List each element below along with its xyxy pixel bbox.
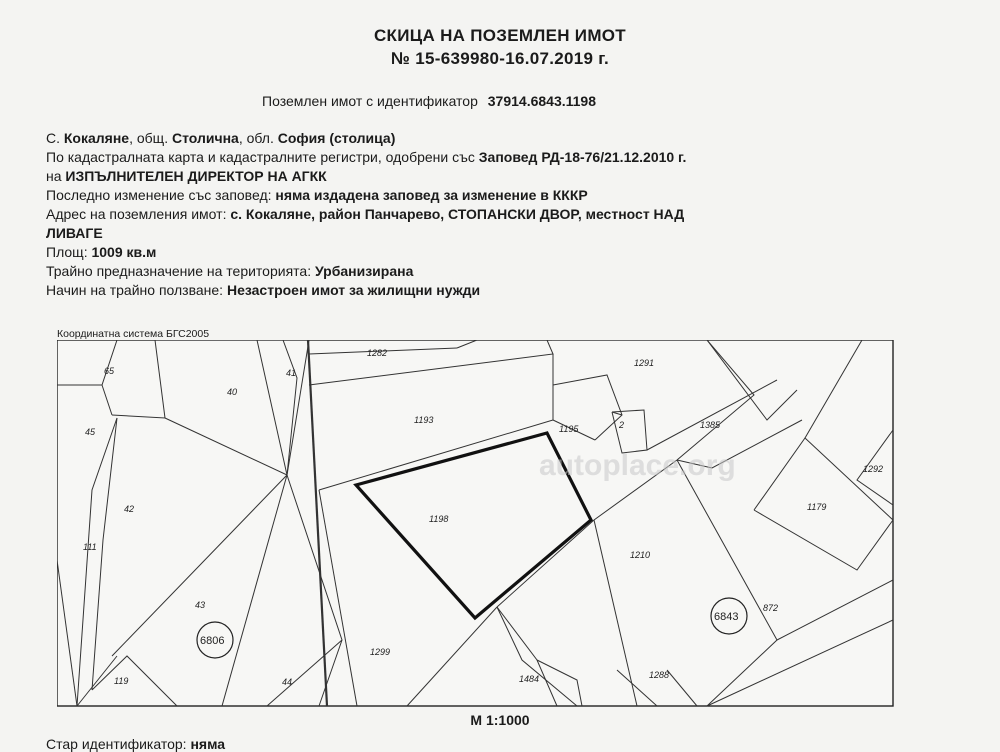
zone-label-right: 6843 [714,611,739,623]
parcel-label: 1210 [630,550,651,560]
old-identifier-value: няма [190,736,226,752]
parcel-label: 1193 [414,415,434,425]
region-value: София (столица) [277,130,396,146]
parcel-label: 872 [763,603,779,613]
purpose-label: Трайно предназначение на територията: [46,263,312,279]
map-frame [57,340,893,706]
area-label: Площ: [46,244,88,260]
cadastre-line2-prefix: на [46,168,62,184]
cadastre-director: ИЗПЪЛНИТЕЛЕН ДИРЕКТОР НА АГКК [65,168,327,184]
address-value-line2: ЛИВАГЕ [46,225,103,241]
municipality-value: Столична [171,130,239,146]
area-value: 1009 кв.м [91,244,157,260]
purpose-row [46,262,946,281]
parcel-label: 1385 [700,420,721,430]
region-prefix: , обл. [238,130,274,146]
parcel-label: 43 [195,600,206,610]
parcel-label: 1291 [634,358,655,368]
cadastre-row [46,148,946,167]
document-title: СКИЦА НА ПОЗЕМЛЕН ИМОТ [373,26,626,45]
parcel-label: 1179 [807,502,827,512]
parcel-label: 111 [83,542,97,552]
map-scale: М 1:1000 [470,712,530,728]
village-prefix: С. [46,130,60,146]
parcel-label: 1299 [370,647,391,657]
address-value-line1: с. Кокаляне, район Панчарево, СТОПАНСКИ ДВОР, местност НАД [230,206,685,222]
address-row-2 [46,224,946,243]
last-change-row [46,186,946,205]
watermark-text: autoplace.org [539,449,736,482]
parcel-label: 1282 [367,348,388,358]
parcel-label: 44 [282,677,293,687]
old-identifier-label: Стар идентификатор: [46,736,187,752]
last-change-label: Последно изменение със заповед: [46,187,272,203]
identifier-label: Поземлен имот с идентификатор [262,93,478,109]
coordinate-system-label: Координатна система БГС2005 [57,328,210,340]
parcel-label: 45 [85,427,96,437]
parcel-label: 119 [114,676,129,686]
cadastre-text: По кадастралната карта и кадастралните регистри, одобрени със [46,149,475,165]
document-number: № 15-639980-16.07.2019 г. [390,49,610,68]
usage-label: Начин на трайно ползване: [46,282,224,298]
village-value: Кокаляне [63,130,130,146]
address-row [46,205,946,224]
parcel-label: 1198 [429,514,449,524]
cadastral-map [57,340,897,708]
identifier-line [262,93,596,109]
usage-row [46,281,946,300]
usage-value: Незастроен имот за жилищни нужди [226,282,481,298]
parcel-label: 65 [104,366,115,376]
parcel-label: 2 [619,420,625,430]
parcel-label: 40 [227,387,238,397]
identifier-value: 37914.6843.1198 [487,93,596,109]
purpose-value: Урбанизирана [314,263,414,279]
zone-label-left: 6806 [200,635,225,647]
municipality-prefix: , общ. [129,130,169,146]
property-info [46,129,946,300]
cadastre-row-2 [46,167,946,186]
parcel-label: 1292 [863,464,884,474]
parcel-label: 1195 [559,424,579,434]
area-row [46,243,946,262]
location-row [46,129,946,148]
parcel-label: 1484 [519,674,540,684]
parcel-label: 1288 [649,670,670,680]
cadastre-order: Заповед РД-18-76/21.12.2010 г. [478,149,687,165]
last-change-value: няма издадена заповед за изменение в КККР [275,187,588,203]
address-label: Адрес на поземления имот: [46,206,227,222]
parcel-label: 41 [286,368,297,378]
parcel-label: 42 [124,504,135,514]
